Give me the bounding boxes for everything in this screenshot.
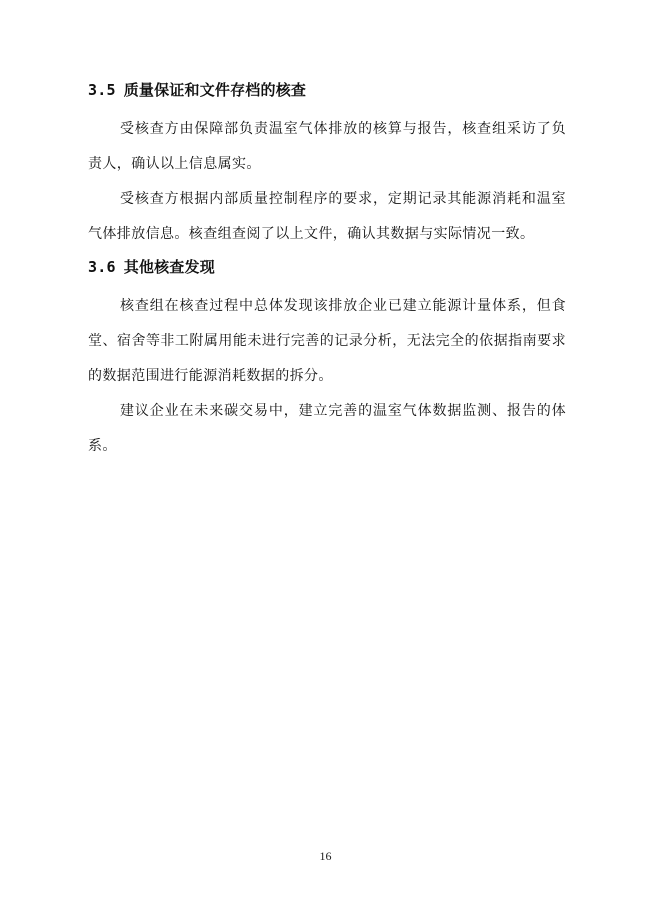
- section-quality-assurance: [88, 78, 566, 252]
- paragraph: 核查组在核查过程中总体发现该排放企业已建立能源计量体系，但食堂、宿舍等非工附属用能未进行完善的记录分析，无法完全的依据指南要求的数据范围进行能源消耗数据的拆分。: [88, 298, 566, 384]
- page-number: 16: [319, 849, 332, 863]
- section-other-findings: [88, 255, 566, 464]
- paragraph: 受核查方由保障部负责温室气体排放的核算与报告，核查组采访了负责人，确认以上信息属实。: [88, 121, 566, 172]
- section-number: 3.6: [88, 258, 116, 276]
- section-heading: [88, 78, 566, 102]
- document-content: [88, 78, 566, 464]
- section-number: 3.5: [88, 81, 116, 99]
- paragraph: 受核查方根据内部质量控制程序的要求，定期记录其能源消耗和温室气体排放信息。核查组查阅了以上文件，确认其数据与实际情况一致。: [88, 191, 566, 242]
- section-heading: [88, 255, 566, 279]
- section-title: 其他核查发现: [123, 258, 215, 276]
- paragraph: 建议企业在未来碳交易中，建立完善的温室气体数据监测、报告的体系。: [88, 403, 566, 454]
- section-title: 质量保证和文件存档的核查: [123, 81, 307, 99]
